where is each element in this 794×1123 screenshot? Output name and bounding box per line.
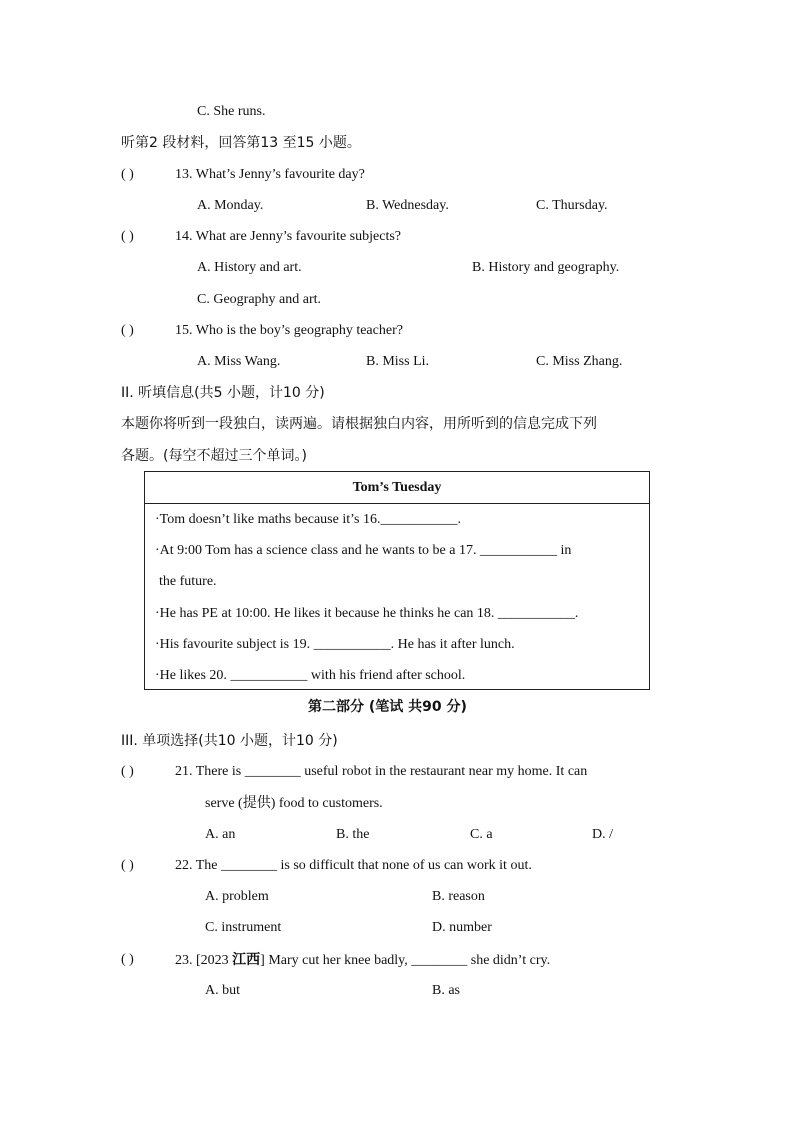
q15-answer-blank[interactable]: ( ) xyxy=(121,323,134,338)
q22-option-c: C. instrument xyxy=(205,920,282,935)
q15-option-a: A. Miss Wang. xyxy=(197,354,281,369)
q21-question: 21. There is ________ useful robot in the restaurant near my home. It can xyxy=(175,764,588,779)
info-line: ·He has PE at 10:00. He likes it because he thinks he can 18. ___________. xyxy=(155,606,579,621)
q13-option-a: A. Monday. xyxy=(197,198,264,213)
q13-option-c: C. Thursday. xyxy=(536,198,608,213)
q21-option-b: B. the xyxy=(336,827,370,842)
section-instruction: 听第2 段材料，回答第13 至15 小题。 xyxy=(121,135,361,151)
info-line: ·At 9:00 Tom has a science class and he wants to be a 17. ___________ in xyxy=(155,543,572,558)
q21-option-a: A. an xyxy=(205,827,236,842)
q23-option-a: A. but xyxy=(205,983,240,998)
q21-option-d: D. / xyxy=(592,827,613,842)
q13-question: 13. What’s Jenny’s favourite day? xyxy=(175,167,365,182)
q23-region: 江西 xyxy=(232,952,261,968)
q21-option-c: C. a xyxy=(470,827,493,842)
info-line: the future. xyxy=(159,574,217,589)
info-line: ·His favourite subject is 19. ___________. He has it after lunch. xyxy=(155,637,515,652)
q12-option-c: C. She runs. xyxy=(197,104,266,119)
q15-question: 15. Who is the boy’s geography teacher? xyxy=(175,323,403,338)
q14-answer-blank[interactable]: ( ) xyxy=(121,229,134,244)
q23-answer-blank[interactable]: ( ) xyxy=(121,952,134,967)
section-heading: III. 单项选择(共10 小题，计10 分) xyxy=(121,733,338,749)
q13-answer-blank[interactable]: ( ) xyxy=(121,167,134,182)
q22-option-a: A. problem xyxy=(205,889,269,904)
q22-question: 22. The ________ is so difficult that none of us can work it out. xyxy=(175,858,532,873)
info-line: ·He likes 20. ___________ with his friend after school. xyxy=(155,668,466,683)
q14-option-c: C. Geography and art. xyxy=(197,292,322,307)
q21-question-cont: serve (提供) food to customers. xyxy=(205,796,383,811)
info-table xyxy=(144,471,650,690)
info-line: ·Tom doesn’t like maths because it’s 16.___________. xyxy=(155,512,461,527)
section-heading: II. 听填信息(共5 小题，计10 分) xyxy=(121,385,325,401)
q21-answer-blank[interactable]: ( ) xyxy=(121,764,134,779)
q13-option-b: B. Wednesday. xyxy=(366,198,449,213)
q15-option-c: C. Miss Zhang. xyxy=(536,354,623,369)
q22-answer-blank[interactable]: ( ) xyxy=(121,858,134,873)
q14-option-b: B. History and geography. xyxy=(472,260,620,275)
q22-option-d: D. number xyxy=(432,920,492,935)
info-table-title: Tom’s Tuesday xyxy=(352,479,442,495)
section-instruction: 各题。(每空不超过三个单词。) xyxy=(121,448,307,464)
section-instruction: 本题你将听到一段独白，读两遍。请根据独白内容，用所听到的信息完成下列 xyxy=(121,416,597,432)
q14-option-a: A. History and art. xyxy=(197,260,302,275)
q22-option-b: B. reason xyxy=(432,889,485,904)
q23-text-post: ] Mary cut her knee badly, ________ she didn’t cry. xyxy=(260,953,551,968)
q23-text-pre: 23. [2023 xyxy=(175,953,233,968)
q23-question xyxy=(175,951,550,970)
info-table-header xyxy=(145,472,649,504)
q23-option-b: B. as xyxy=(432,983,460,998)
part-title: 第二部分 (笔试 共90 分) xyxy=(308,699,467,715)
q15-option-b: B. Miss Li. xyxy=(366,354,430,369)
q14-question: 14. What are Jenny’s favourite subjects? xyxy=(175,229,402,244)
